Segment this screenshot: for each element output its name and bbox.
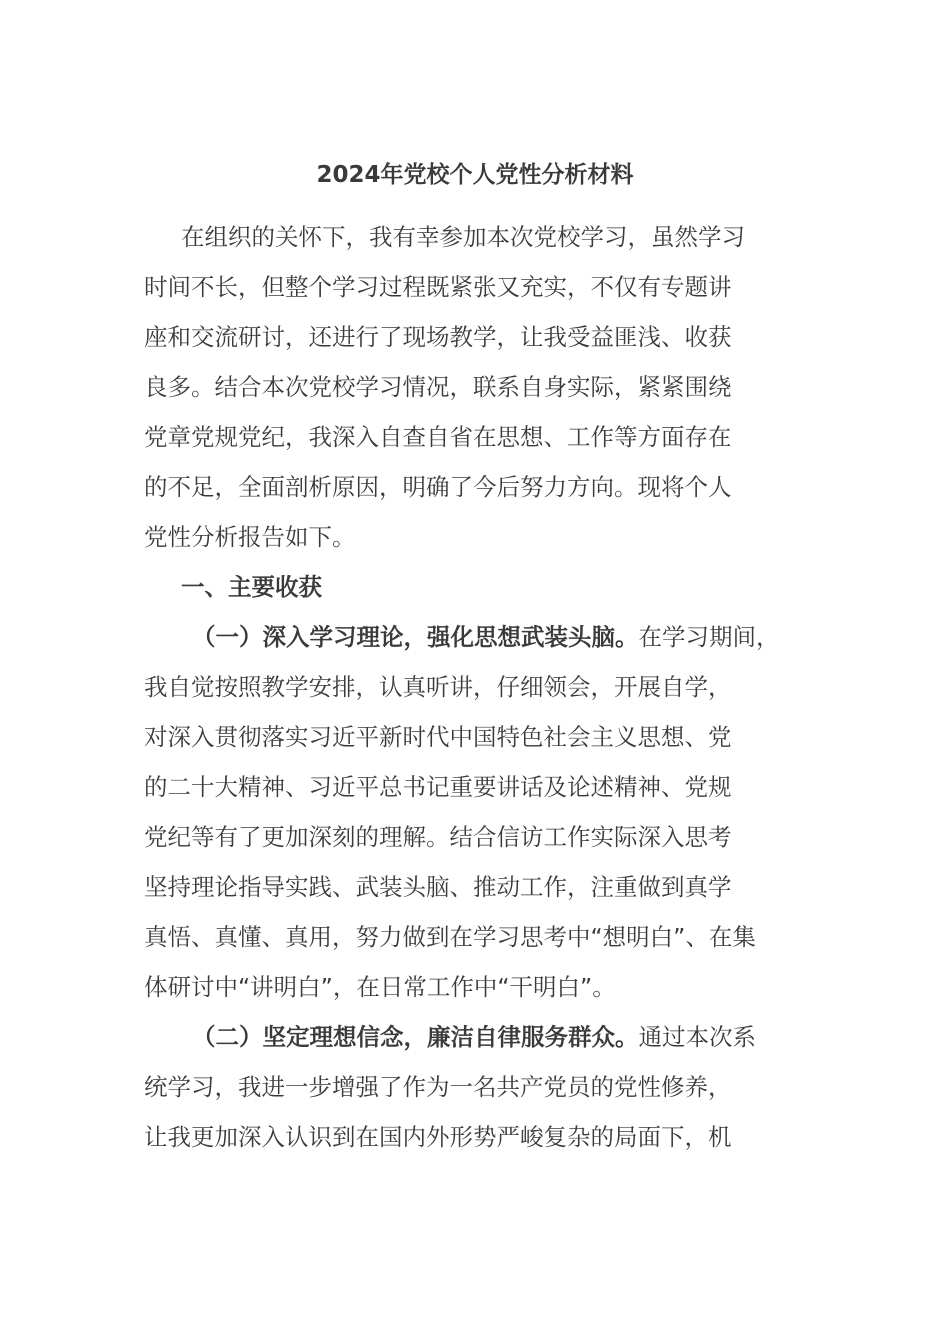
subsection-1-line: 体研讨中“讲明白”，在日常工作中“干明白”。	[144, 973, 616, 1001]
intro-line: 党性分析报告如下。	[144, 523, 356, 551]
subsection-1-line: 我自觉按照教学安排，认真听讲，仔细领会，开展自学，	[144, 673, 732, 701]
subsection-1-line: 对深入贯彻落实习近平新时代中国特色社会主义思想、党	[144, 723, 732, 751]
subsection-2-first-line-rest: 通过本次系	[638, 1023, 756, 1051]
intro-line: 良多。结合本次党校学习情况，联系自身实际，紧紧围绕	[144, 373, 732, 401]
intro-line: 党章党规党纪，我深入自查自省在思想、工作等方面存在	[144, 423, 732, 451]
document-title: 2024年党校个人党性分析材料	[316, 162, 634, 188]
subsection-1-line: 党纪等有了更加深刻的理解。结合信访工作实际深入思考	[144, 823, 732, 851]
subsection-1-first-line-rest: 在学习期间，	[638, 623, 780, 651]
intro-line: 时间不长，但整个学习过程既紧张又充实，不仅有专题讲	[144, 273, 732, 301]
subsection-2-heading: （二）坚定理想信念，廉洁自律服务群众。	[192, 1023, 639, 1051]
intro-line: 的不足，全面剖析原因，明确了今后努力方向。现将个人	[144, 473, 732, 501]
section-heading-text: 一、主要收获	[181, 573, 322, 601]
subsection-1-line: 坚持理论指导实践、武装头脑、推动工作，注重做到真学	[144, 873, 732, 901]
document-body	[144, 212, 809, 1162]
subsection-1-heading: （一）深入学习理论，强化思想武装头脑。	[192, 623, 639, 651]
subsection-1-line: 真悟、真懂、真用，努力做到在学习思考中“想明白”、在集	[144, 923, 756, 951]
intro-paragraph	[144, 212, 809, 562]
intro-line: 座和交流研讨，还进行了现场教学，让我受益匪浅、收获	[144, 323, 732, 351]
section-heading	[144, 562, 809, 612]
subsection-2-line: 统学习，我进一步增强了作为一名共产党员的党性修养，	[144, 1073, 732, 1101]
intro-line: 在组织的关怀下，我有幸参加本次党校学习，虽然学习	[181, 223, 745, 251]
subsection-1-paragraph	[144, 612, 809, 1012]
subsection-2-first-line	[144, 1012, 809, 1062]
subsection-1-line: 的二十大精神、习近平总书记重要讲话及论述精神、党规	[144, 773, 732, 801]
subsection-1-first-line	[144, 612, 809, 662]
subsection-2-paragraph	[144, 1012, 809, 1162]
subsection-2-line: 让我更加深入认识到在国内外形势严峻复杂的局面下，机	[144, 1123, 732, 1151]
